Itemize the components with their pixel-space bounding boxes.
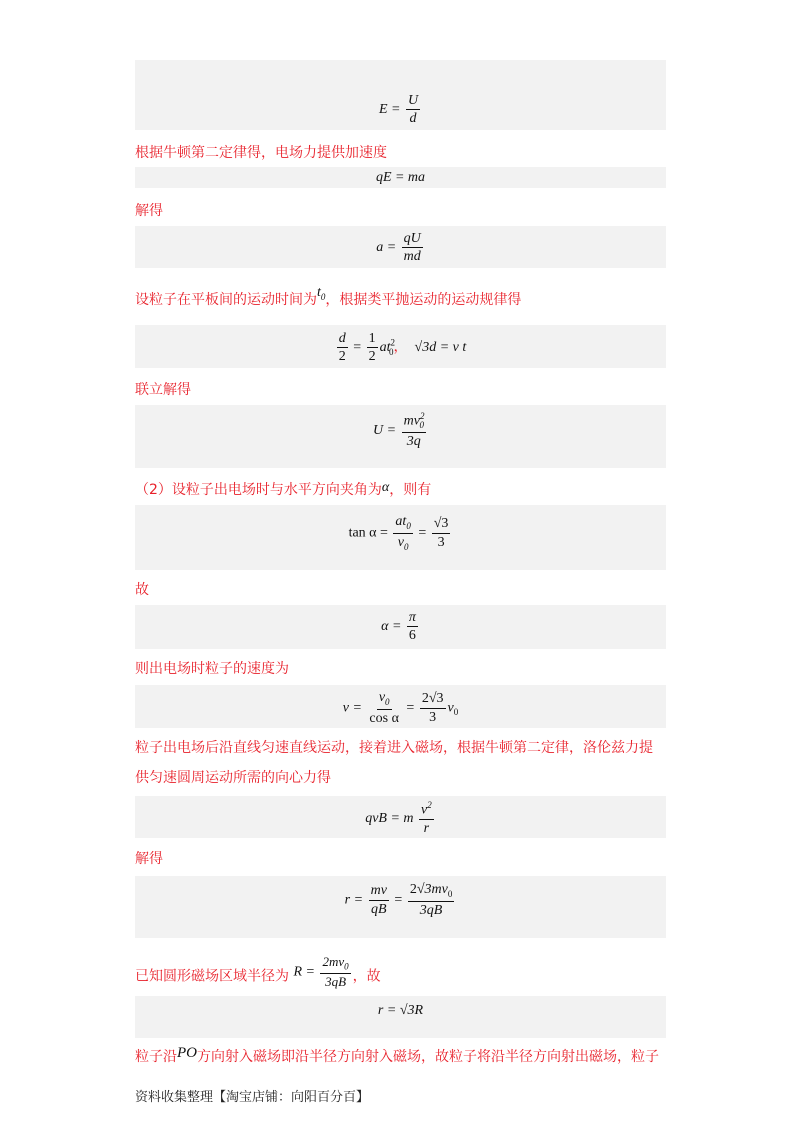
equation-box [135,685,666,728]
equation-box [135,226,666,268]
equation-acceleration: a = $\frac{qU}{md}$ [376,231,421,265]
equation-kinematics: $\frac{d}{2}$ = $\frac{1}{2}$ $at^2_0$， √3d = v t [338,331,467,365]
equation-box [135,60,666,130]
text-line: 解得 [135,203,163,219]
text-line: 粒子出电场后沿直线匀速直线运动，接着进入磁场，根据牛顿第二定律，洛伦兹力提 [135,740,653,756]
equation-box [135,605,666,649]
equation-box [135,325,666,368]
equation-voltage: U = $\frac{mv^2_0}{3q}$ [373,411,425,450]
text-line: 粒子沿PO方向射入磁场即沿半径方向射入磁场，故粒子将沿半径方向射出磁场，粒子 [135,1045,659,1065]
equation-box [135,796,666,838]
text-line: 供匀速圆周运动所需的向心力得 [135,770,331,786]
text-line: 故 [135,582,149,598]
equation-r-equals: r = √3R [377,1003,424,1018]
equation-radius: r = $\frac{mv}{qB}$ = $\frac{2√3mv_0}{3qB}$ [344,882,453,918]
text-line: 根据牛顿第二定律得，电场力提供加速度 [135,145,387,161]
equation-electric-field: E = $\frac{U}{d}$ [378,93,419,127]
equation-newton: qE = ma [375,170,426,185]
text-line: 则出电场时粒子的速度为 [135,661,289,677]
equation-box [135,876,666,938]
equation-velocity: v = $\frac{v_0}{\text{cos α}}$ = $\frac{2√3}{3}$ $v_0$ [342,690,459,726]
equation-tan-alpha: tan α = $\frac{at_0}{v_0}$ = $\frac{√3}{3}$ [348,514,449,552]
text-line: 已知圆形磁场区域半径为 R = $\frac{2mv_0}{3qB}$ ，故 [135,954,381,990]
equation-box [135,996,666,1038]
equation-box [135,167,666,188]
page-footer: 资料收集整理【淘宝店铺：向阳百分百】 [135,1090,370,1105]
equation-box [135,405,666,468]
text-line: 联立解得 [135,382,191,398]
equation-box [135,505,666,570]
text-line: 解得 [135,851,163,867]
equation-alpha: α = $\frac{\pi}{6}$ [381,610,416,644]
equation-lorentz: qvB = m $\frac{v^2}{r}$ [365,800,432,837]
text-line: （2）设粒子出电场时与水平方向夹角为α，则有 [135,480,432,498]
text-line: 设粒子在平板间的运动时间为$t_0$，根据类平抛运动的运动规律得 [135,285,522,308]
